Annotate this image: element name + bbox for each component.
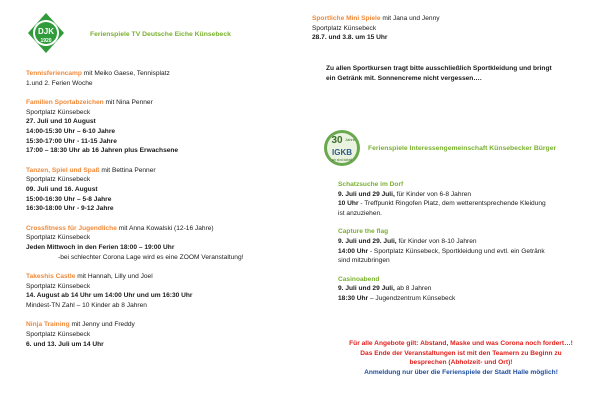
section-line: 15:30-17:00 Uhr - 11-15 Jahre xyxy=(26,137,117,145)
logo2-number: 30 xyxy=(331,135,343,146)
section-line xyxy=(338,294,593,304)
section-line: Mindest-TN Zahl – 10 Kinder ab 8 Jahren xyxy=(26,301,147,309)
section-title: Tennisferiencamp xyxy=(26,70,82,77)
right-section xyxy=(338,180,593,218)
section-line: 15:00-16:30 Uhr – 5-8 Jahre xyxy=(26,195,112,203)
logo-year: 1920 xyxy=(40,38,52,44)
section-title: Tanzen, Spiel und Spaß xyxy=(26,166,100,174)
section-line: 14. August ab 14 Uhr um 14:00 Uhr und um 16:30 Uhr xyxy=(26,292,193,300)
line-rest: für Kinder von 6-8 Jahren xyxy=(394,190,472,198)
logo2-tagline: wir sind dabei! xyxy=(331,158,353,162)
line-bold: 18:30 Uhr xyxy=(338,294,369,302)
left-section xyxy=(26,69,306,88)
section-line: Sportplatz Künsebeck xyxy=(26,176,91,184)
logo-text: DJK xyxy=(37,27,55,36)
line-bold: 9. Juli und 29 Juli, xyxy=(338,285,395,293)
warning-line: Für alle Angebote gilt: Abstand, Maske und was Corona noch fordert…! xyxy=(349,340,573,347)
section-line: 16:30-18:00 Uhr - 9-12 Jahre xyxy=(26,205,114,213)
section-line: 28.7. und 3.8. um 15 Uhr xyxy=(312,34,388,42)
section-title: Sportliche Mini Spiele xyxy=(312,15,381,22)
line-bold: 14:00 Uhr xyxy=(338,247,369,255)
right-section xyxy=(338,227,593,265)
section-line: Sportplatz Künsebeck xyxy=(26,282,91,290)
registration-note: Anmeldung nur über die Ferienspiele der Stadt Halle möglich! xyxy=(364,368,558,376)
corona-warning xyxy=(330,339,592,377)
section-suffix: mit Hannah, Lilly und Joel xyxy=(75,273,153,281)
section-line: Sportplatz Künsebeck xyxy=(312,24,377,32)
section-line: 1.und 2. Ferien Woche xyxy=(26,79,93,87)
section-title: Schatzsuche im Dorf xyxy=(338,181,404,188)
section-line xyxy=(338,199,593,209)
section-title: Takeshis Castle xyxy=(26,273,76,281)
section-suffix: mit Bettina Penner xyxy=(99,166,156,174)
section-suffix: mit Meiko Gaese, Tennisplatz xyxy=(81,70,170,77)
line-bold: 9. Juli und 29. Juli, xyxy=(338,237,397,245)
clothing-notice xyxy=(326,64,552,83)
section-line: Sportplatz Künsebeck xyxy=(26,108,91,116)
line-rest: ist anzuziehen. xyxy=(338,209,382,217)
warning-line: Das Ende der Veranstaltungen ist mit den Teamern zu Beginn zu xyxy=(360,349,562,357)
line-bold: 10 Uhr xyxy=(338,200,359,208)
left-section xyxy=(26,320,306,349)
line-rest: für Kinder von 8-10 Jahren xyxy=(396,237,477,245)
line-rest: - Sportplatz Künsebeck, Sportkleidung und evtl. ein Getränk xyxy=(368,247,545,255)
right-header-title: Ferienspiele Interessengemeinschaft Künsebecker Bürger xyxy=(368,145,557,152)
left-section xyxy=(26,98,306,156)
left-section xyxy=(26,166,306,214)
line-rest: - Treffpunkt Ringofen Platz, dem wetterentsprechende Kleidung xyxy=(358,200,546,208)
section-line: -bei schlechter Corona Lage wird es eine ZOOM Veranstaltung! xyxy=(58,253,244,261)
section-title: Capture the flag xyxy=(338,228,389,236)
mini-spiele-section xyxy=(312,14,440,43)
line-bold: 9. Juli und 29 Juli, xyxy=(338,190,395,198)
right-section xyxy=(338,275,593,304)
section-suffix: mit Jenny und Freddy xyxy=(69,321,135,329)
section-title: Casinoabend xyxy=(338,275,380,283)
igkb-logo xyxy=(323,128,361,168)
section-suffix: mit Jana und Jenny xyxy=(380,15,440,22)
djk-logo xyxy=(27,12,65,54)
section-line xyxy=(338,237,593,247)
section-line: Sportplatz Künsebeck xyxy=(26,331,91,339)
section-line xyxy=(338,256,593,266)
left-column xyxy=(26,69,306,349)
logo2-abbr: IGKB xyxy=(332,148,352,157)
section-title: Familien Sportabzeichen xyxy=(26,99,104,107)
right-column xyxy=(338,180,593,304)
notice-line: ein Getränk mit. Sonnencreme nicht vergessen…. xyxy=(326,74,482,82)
logo2-word: Jahre xyxy=(344,137,356,142)
section-line: 6. und 13. Juli um 14 Uhr xyxy=(26,340,104,348)
section-line: 14:00-15:30 Uhr – 6-10 Jahre xyxy=(26,127,116,135)
line-rest: – Jugendzentrum Künsebeck xyxy=(368,294,456,302)
warning-line: besprechen (Abholzeit- und Ort)! xyxy=(409,359,513,367)
section-suffix: mit Nina Penner xyxy=(103,99,153,107)
section-suffix: mit Anna Kowalski (12-16 Jahre) xyxy=(116,224,214,232)
section-line: 17:00 – 18:30 Uhr ab 16 Jahren plus Erwachsene xyxy=(26,147,179,155)
left-header-title: Ferienspiele TV Deutsche Eiche Künsebeck xyxy=(90,31,231,38)
line-rest: ab 8 Jahren xyxy=(394,285,432,293)
left-section xyxy=(26,224,306,262)
notice-line: Zu allen Sportkursen tragt bitte ausschließlich Sportkleidung und bringt xyxy=(326,65,552,72)
section-line: 27. Juli und 10 August xyxy=(26,118,96,126)
line-rest: sind mitzubringen xyxy=(338,257,390,265)
left-section xyxy=(26,272,306,310)
section-title: Crossfitness für Jugendliche xyxy=(26,224,117,232)
section-line xyxy=(338,190,593,200)
section-title: Ninja Training xyxy=(26,321,70,329)
section-line: Jeden Mittwoch in den Ferien 18:00 – 19:00 Uhr xyxy=(26,243,175,251)
section-line xyxy=(338,247,593,257)
section-line: Sportplatz Künsebeck xyxy=(26,234,91,242)
section-line: 09. Juli und 16. August xyxy=(26,185,98,193)
section-line xyxy=(338,284,593,294)
section-line xyxy=(338,209,593,219)
